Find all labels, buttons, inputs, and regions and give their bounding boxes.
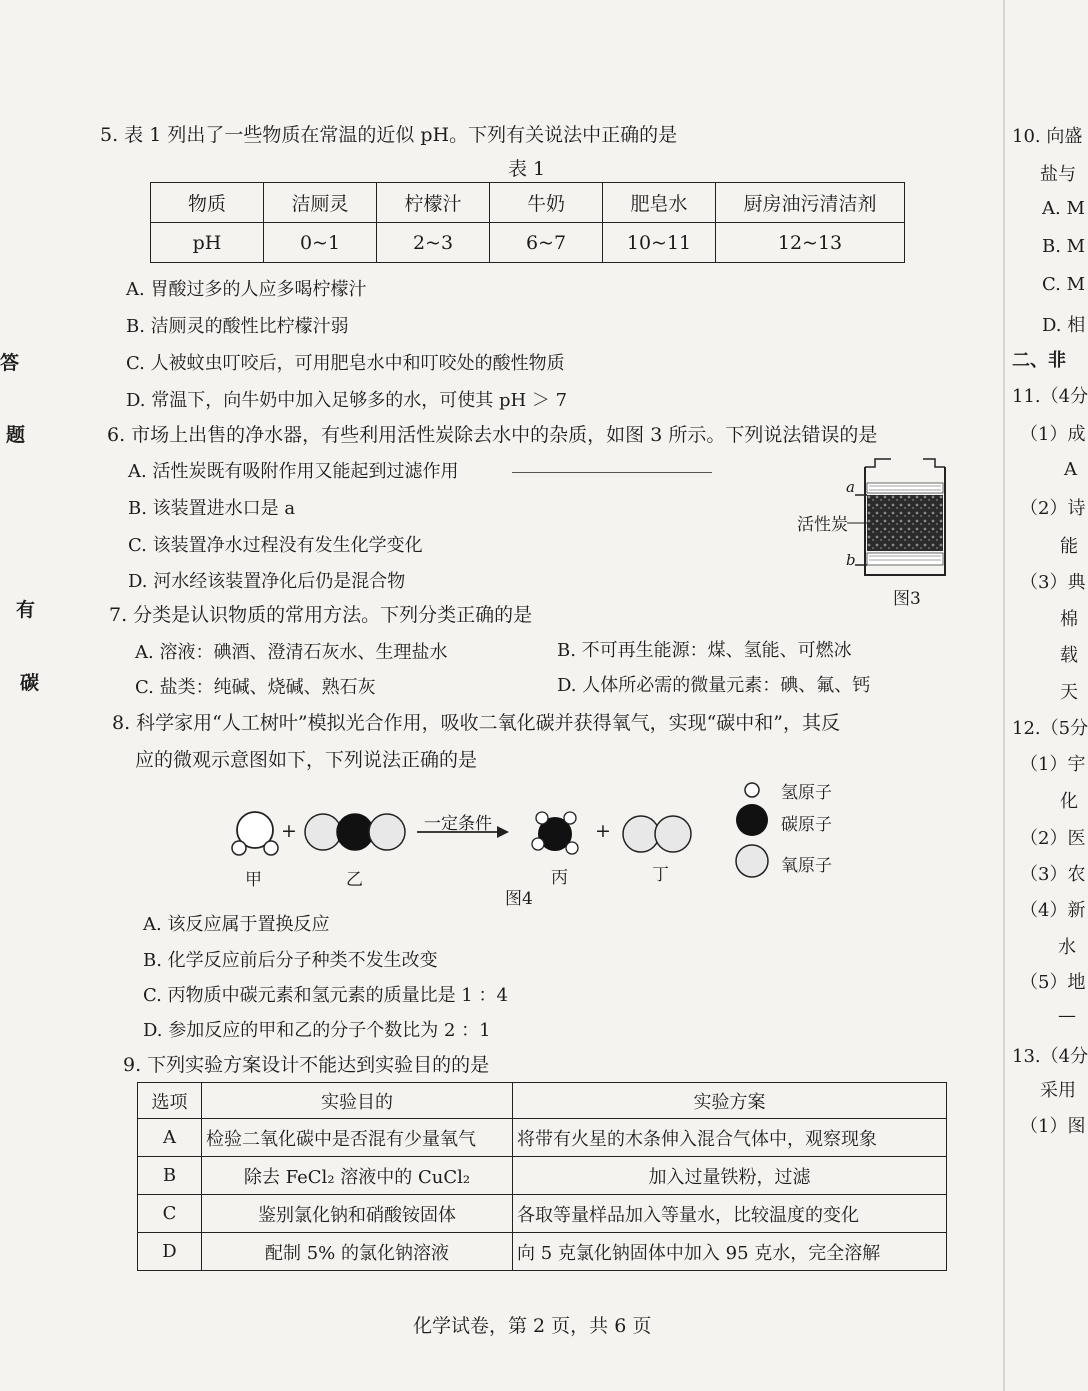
legend-hydrogen-symbol [745, 783, 759, 797]
ph-table-header: 肥皂水 [603, 183, 716, 223]
right-column-text: 10. 向盛 [1012, 126, 1083, 147]
question-7-option-a: A. 溶液：碘酒、澄清石灰水、生理盐水 [135, 642, 448, 663]
right-column-text: 采用 [1040, 1080, 1076, 1101]
question-7-option-c: C. 盐类：纯碱、烧碱、熟石灰 [135, 677, 376, 698]
water-layer-top [867, 483, 943, 493]
experiment-table-cell: 向 5 克氯化钠固体中加入 95 克水，完全溶解 [513, 1233, 947, 1271]
right-column-text: 盐与 [1040, 164, 1076, 185]
question-6-option-a: A. 活性炭既有吸附作用又能起到过滤作用 [128, 461, 459, 482]
ph-table-header: 洁厕灵 [264, 183, 377, 223]
right-column-text: 二、非 [1012, 350, 1066, 371]
experiment-table-header: 选项 [138, 1083, 202, 1119]
legend-hydrogen-label: 氢原子 [781, 783, 832, 803]
right-column-text: （3）典 [1020, 572, 1086, 593]
plus-sign: + [595, 820, 611, 842]
label-ding: 丁 [652, 865, 669, 885]
molecule-bing-methane [532, 812, 578, 854]
right-column-text: A [1064, 459, 1077, 480]
question-6-option-c: C. 该装置净水过程没有发生化学变化 [128, 535, 423, 556]
right-column-text: 化 [1060, 791, 1078, 812]
question-5-option-d: D. 常温下，向牛奶中加入足够多的水，可使其 pH ＞ 7 [126, 390, 568, 411]
figure-4-legend [736, 783, 768, 877]
right-column-text: （1）成 [1020, 424, 1086, 445]
legend-carbon-symbol [736, 804, 768, 836]
margin-text: 题 [6, 424, 26, 446]
experiment-table-header: 实验方案 [513, 1083, 947, 1119]
ph-table-header: 柠檬汁 [377, 183, 490, 223]
right-column-text: 能 [1060, 536, 1078, 557]
experiment-table-header: 实验目的 [202, 1083, 513, 1119]
experiment-table-cell: 配制 5% 的氯化钠溶液 [202, 1233, 513, 1271]
figure-3-label-a: a [846, 478, 855, 496]
label-bing: 丙 [551, 868, 568, 888]
molecule-yi-carbon-dioxide [305, 814, 405, 850]
experiment-table-cell: 检验二氧化碳中是否混有少量氧气 [202, 1119, 513, 1157]
experiment-table [137, 1082, 947, 1271]
experiment-table-cell: 加入过量铁粉，过滤 [513, 1157, 947, 1195]
experiment-table-cell: C [138, 1195, 202, 1233]
right-column-text: （5）地 [1020, 972, 1086, 993]
right-column-text: — [1058, 1005, 1076, 1026]
right-column-text: 水 [1058, 937, 1076, 958]
margin-text: 有 [16, 599, 36, 621]
margin-text: 答 [0, 352, 20, 374]
question-8-option-c: C. 丙物质中碳元素和氢元素的质量比是 1 ：4 [143, 985, 508, 1006]
figure-4-caption: 图4 [505, 889, 533, 909]
question-9-stem: 9. 下列实验方案设计不能达到实验目的的是 [123, 1054, 490, 1076]
answer-line [512, 472, 712, 473]
experiment-table-cell: B [138, 1157, 202, 1195]
question-5-option-c: C. 人被蚊虫叮咬后，可用肥皂水中和叮咬处的酸性物质 [126, 353, 565, 374]
arrow-head [497, 826, 509, 838]
question-8-stem-line-1: 8. 科学家用“人工树叶”模拟光合作用，吸收二氧化碳并获得氧气，实现“碳中和”，其反 [112, 712, 841, 734]
right-column-text: （3）农 [1020, 864, 1086, 885]
ph-table-cell: 12~13 [716, 223, 905, 263]
figure-3-caption: 图3 [893, 589, 921, 609]
column-divider [1003, 0, 1005, 1391]
question-6-stem: 6. 市场上出售的净水器，有些利用活性炭除去水中的杂质，如图 3 所示。下列说法错误的是 [107, 424, 878, 446]
label-yi: 乙 [346, 870, 363, 890]
question-7-option-d: D. 人体所必需的微量元素：碘、氟、钙 [557, 675, 871, 696]
question-6-option-b: B. 该装置进水口是 a [128, 498, 296, 519]
water-layer-bottom [867, 553, 943, 565]
right-column-text: B. M [1042, 236, 1086, 257]
right-column-text: D. 相 [1042, 315, 1086, 336]
ph-table-cell: 6~7 [490, 223, 603, 263]
label-jia: 甲 [245, 870, 262, 890]
table-1-title: 表 1 [508, 158, 546, 180]
question-5-option-a: A. 胃酸过多的人应多喝柠檬汁 [126, 279, 367, 300]
question-8-stem-line-2: 应的微观示意图如下，下列说法正确的是 [135, 749, 478, 771]
experiment-table-cell: 将带有火星的木条伸入混合气体中，观察现象 [513, 1119, 947, 1157]
molecule-jia-water [232, 812, 278, 855]
right-column-text: （1）图 [1020, 1116, 1086, 1137]
ph-table-header: 物质 [151, 183, 264, 223]
question-7-option-b: B. 不可再生能源：煤、氢能、可燃冰 [557, 640, 852, 661]
legend-oxygen-symbol [736, 845, 768, 877]
page-footer: 化学试卷，第 2 页，共 6 页 [413, 1315, 652, 1337]
inlet-pipe [865, 459, 891, 467]
right-column-text: （2）诗 [1020, 498, 1086, 519]
question-8-option-a: A. 该反应属于置换反应 [143, 914, 330, 935]
outlet-pipe [923, 459, 945, 467]
figure-4-molecular-diagram [225, 778, 875, 903]
question-6-option-d: D. 河水经该装置净化后仍是混合物 [128, 571, 406, 592]
right-column-text: 13.（4分 [1012, 1046, 1088, 1067]
experiment-table-cell: 各取等量样品加入等量水，比较温度的变化 [513, 1195, 947, 1233]
figure-3-label-b: b [846, 551, 856, 569]
experiment-table-cell: 除去 FeCl₂ 溶液中的 CuCl₂ [202, 1157, 513, 1195]
figure-3-label-carbon: 活性炭 [797, 515, 848, 535]
right-column-text: A. M [1042, 198, 1085, 219]
ph-table-cell: 2~3 [377, 223, 490, 263]
right-column-text: 12.（5分 [1012, 718, 1088, 739]
question-5-option-b: B. 洁厕灵的酸性比柠檬汁弱 [126, 316, 349, 337]
ph-table-cell: pH [151, 223, 264, 263]
legend-oxygen-label: 氧原子 [781, 856, 832, 876]
question-5-stem: 5. 表 1 列出了一些物质在常温的近似 pH。下列有关说法中正确的是 [100, 124, 678, 146]
right-column-text: （4）新 [1020, 900, 1086, 921]
legend-carbon-label: 碳原子 [781, 815, 832, 835]
experiment-table-cell: D [138, 1233, 202, 1271]
ph-table-header: 厨房油污清洁剂 [716, 183, 905, 223]
right-column-text: （2）医 [1020, 828, 1086, 849]
right-column-text: 11.（4分 [1012, 386, 1088, 407]
question-7-stem: 7. 分类是认识物质的常用方法。下列分类正确的是 [109, 604, 533, 626]
plus-sign: + [281, 820, 297, 842]
ph-table-cell: 0~1 [264, 223, 377, 263]
molecule-ding-oxygen [623, 816, 691, 852]
experiment-table-cell: A [138, 1119, 202, 1157]
right-column-text: C. M [1042, 274, 1086, 295]
margin-text: 碳 [20, 672, 40, 694]
right-column-text: 天 [1060, 682, 1078, 703]
activated-carbon-layer [867, 495, 943, 551]
right-column-text: 载 [1060, 645, 1078, 666]
question-8-option-b: B. 化学反应前后分子种类不发生改变 [143, 950, 438, 971]
right-column-text: （1）宇 [1020, 754, 1086, 775]
ph-table [150, 182, 905, 263]
bleed-through [740, 124, 757, 149]
reaction-condition: 一定条件 [424, 814, 492, 834]
right-column-text: 棉 [1060, 609, 1078, 630]
experiment-table-cell: 鉴别氯化钠和硝酸铵固体 [202, 1195, 513, 1233]
question-8-option-d: D. 参加反应的甲和乙的分子个数比为 2 ：1 [143, 1020, 491, 1041]
ph-table-cell: 10~11 [603, 223, 716, 263]
ph-table-header: 牛奶 [490, 183, 603, 223]
